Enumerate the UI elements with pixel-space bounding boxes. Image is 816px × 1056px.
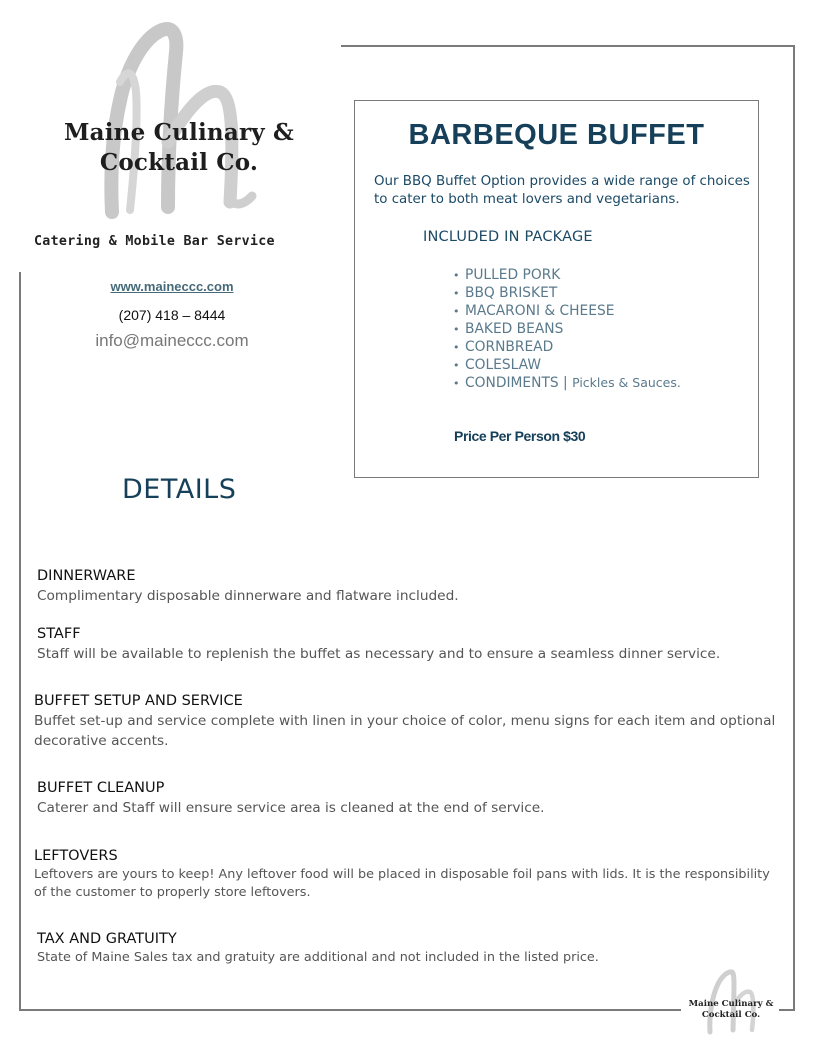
frame-border-right <box>793 45 795 1010</box>
menu-item <box>453 285 681 303</box>
detail-section-tax-gratuity <box>37 930 777 967</box>
detail-section-leftovers <box>34 847 774 902</box>
email-address: info@maineccc.com <box>95 331 249 350</box>
menu-item-label: CONDIMENTS | <box>465 375 568 392</box>
phone-number: (207) 418 – 8444 <box>118 307 226 323</box>
website-link[interactable]: www.maineccc.com <box>110 279 234 294</box>
footer-logo-company-name <box>682 999 780 1021</box>
footer-logo-name-line1: Maine Culinary & <box>688 999 774 1009</box>
section-heading: DINNERWARE <box>37 568 136 584</box>
bullet-icon: • <box>453 322 460 336</box>
frame-border-bottom <box>19 1009 681 1011</box>
logo-company-name <box>50 118 308 178</box>
section-body: State of Maine Sales tax and gratuity are additional and not included in the listed price. <box>37 950 599 965</box>
logo-tagline: Catering & Mobile Bar Service <box>34 234 275 249</box>
menu-item <box>453 357 681 375</box>
menu-item <box>453 303 681 321</box>
price-per-person: Price Per Person $30 <box>454 428 586 444</box>
included-heading: INCLUDED IN PACKAGE <box>423 229 593 245</box>
menu-item-label: BBQ BRISKET <box>465 284 558 301</box>
section-heading: STAFF <box>37 626 81 642</box>
menu-item-label: BAKED BEANS <box>465 320 564 337</box>
detail-section-buffet-cleanup <box>37 779 777 818</box>
menu-item-label: MACARONI & CHEESE <box>465 302 615 319</box>
bullet-icon: • <box>453 377 460 391</box>
buffet-title: BARBEQUE BUFFET <box>408 119 705 151</box>
detail-section-staff <box>37 625 777 664</box>
menu-item <box>453 374 681 393</box>
frame-border-bottom-end <box>779 1009 795 1011</box>
logo-name-line1: Maine Culinary & <box>63 119 295 146</box>
buffet-package-box <box>354 100 759 478</box>
menu-item-label: COLESLAW <box>465 356 541 373</box>
section-body: Caterer and Staff will ensure service area is cleaned at the end of service. <box>37 800 545 816</box>
bullet-icon: • <box>453 304 460 318</box>
section-heading: LEFTOVERS <box>34 848 118 864</box>
menu-item <box>453 321 681 339</box>
menu-item <box>453 267 681 285</box>
footer-logo-name-line2: Cocktail Co. <box>701 1010 761 1020</box>
section-body: Leftovers are yours to keep! Any leftover food will be placed in disposable foil pans with lids. It is the responsibility of the customer to properly store leftovers. <box>34 867 770 900</box>
section-body: Buffet set-up and service complete with linen in your choice of color, menu signs for each item and optional decorative accents. <box>34 713 776 749</box>
buffet-description: Our BBQ Buffet Option provides a wide range of choices to cater to both meat lovers and vegetarians. <box>374 174 750 207</box>
company-logo <box>34 22 340 257</box>
menu-item-label: CORNBREAD <box>465 338 554 355</box>
menu-item-label: PULLED PORK <box>465 267 561 283</box>
footer-logo <box>682 966 780 1036</box>
bullet-icon: • <box>453 286 460 300</box>
menu-item-extra: Pickles & Sauces. <box>572 375 681 391</box>
bullet-icon: • <box>453 358 460 372</box>
logo-name-line2: Cocktail Co. <box>99 149 259 176</box>
menu-item <box>453 339 681 357</box>
menu-item-list <box>453 267 681 393</box>
bullet-icon: • <box>453 340 460 354</box>
section-body: Staff will be available to replenish the buffet as necessary and to ensure a seamless dinner service. <box>37 646 721 662</box>
details-title: DETAILS <box>122 474 237 505</box>
section-body: Complimentary disposable dinnerware and flatware included. <box>37 588 459 604</box>
detail-section-dinnerware <box>37 567 777 606</box>
detail-section-buffet-setup <box>34 692 780 751</box>
section-heading: TAX AND GRATUITY <box>37 931 177 947</box>
section-heading: BUFFET CLEANUP <box>37 780 165 796</box>
bullet-icon: • <box>453 269 460 282</box>
frame-border-left <box>19 272 21 1010</box>
frame-border-top <box>341 45 795 47</box>
section-heading: BUFFET SETUP AND SERVICE <box>34 693 243 709</box>
